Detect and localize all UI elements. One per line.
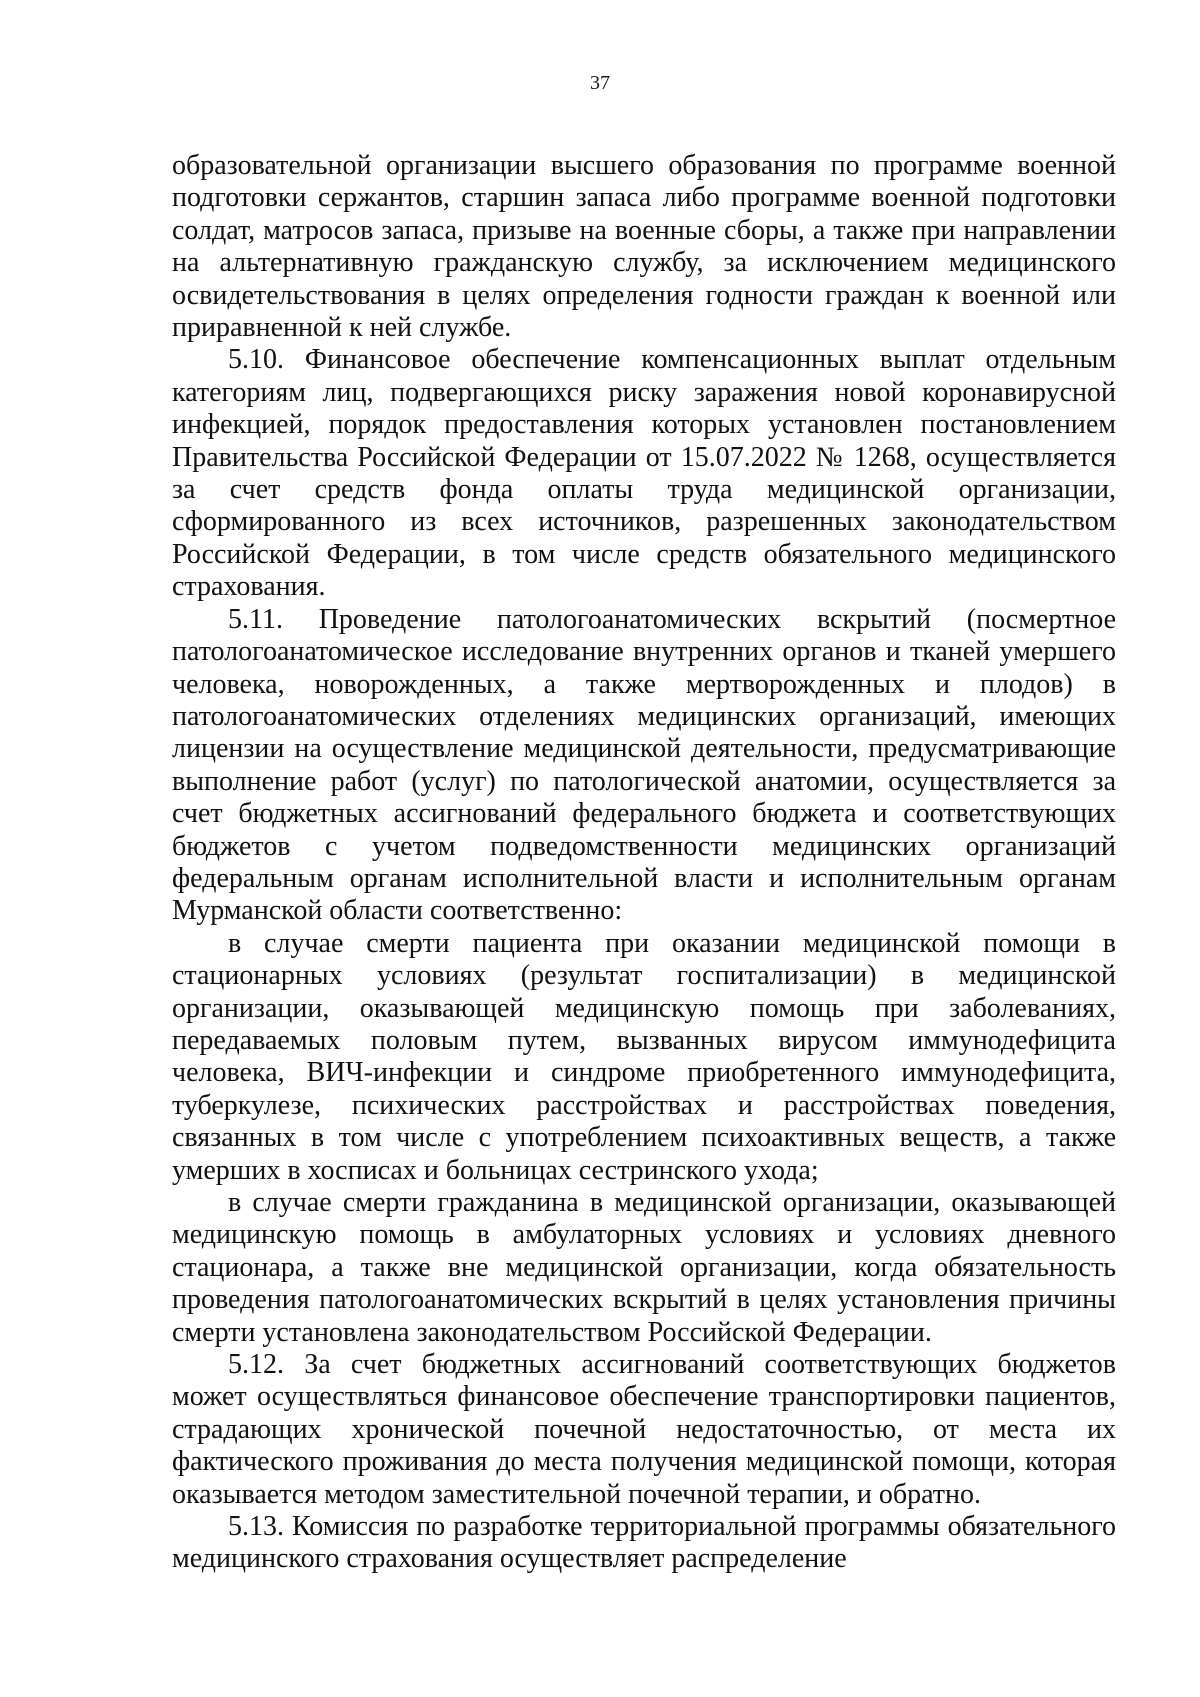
paragraph-5-13: 5.13. Комиссия по разработке территориальной программы обязательного медицинского страхования осуществляет распределение <box>172 1511 1116 1575</box>
paragraph-5-11: 5.11. Проведение патологоанатомических вскрытий (посмертное патологоанатомическое исследование внутренних органов и тканей умершего человека, новорожденных, а также мертворожденных и плодов) в патологоанатомических отделениях медицинских организаций, имеющих лицензии на осуществление медицинской деятельности, предусматривающие выполнение работ (услуг) по патологической анатомии, осуществляется за счет бюджетных ассигнований федерального бюджета и соответствующих бюджетов с учетом подведомственности медицинских организаций федеральным органам исполнительной власти и исполнительным органам Мурманской области соответственно: <box>172 603 1116 927</box>
page-number: 37 <box>590 72 610 94</box>
paragraph-5-11-case-patient: в случае смерти пациента при оказании медицинской помощи в стационарных условиях (результат госпитализации) в медицинской организации, оказывающей медицинскую помощь при заболеваниях, передаваемых половым путем, вызванных вирусом иммунодефицита человека, ВИЧ-инфекции и синдроме приобретенного иммунодефицита, туберкулезе, психических расстройствах и расстройствах поведения, связанных в том числе с употреблением психоактивных веществ, а также умерших в хосписах и больницах сестринского ухода; <box>172 927 1116 1186</box>
paragraph-5-12: 5.12. За счет бюджетных ассигнований соответствующих бюджетов может осуществляться финансовое обеспечение транспортировки пациентов, страдающих хронической почечной недостаточностью, от места их фактического проживания до места получения медицинской помощи, которая оказывается методом заместительной почечной терапии, и обратно. <box>172 1349 1116 1510</box>
document-body <box>172 150 1116 1576</box>
paragraph-5-11-case-citizen: в случае смерти гражданина в медицинской организации, оказывающей медицинскую помощь в амбулаторных условиях и условиях дневного стационара, а также вне медицинской организации, когда обязательность проведения патологоанатомических вскрытий в целях установления причины смерти установлена законодательством Российской Федерации. <box>172 1187 1116 1348</box>
paragraph-continuation: образовательной организации высшего образования по программе военной подготовки сержантов, старшин запаса либо программе военной подготовки солдат, матросов запаса, призыве на военные сборы, а также при направлении на альтернативную гражданскую службу, за исключением медицинского освидетельствования в целях определения годности граждан к военной или приравненной к ней службе. <box>172 150 1116 344</box>
paragraph-5-10: 5.10. Финансовое обеспечение компенсационных выплат отдельным категориям лиц, подвергающихся риску заражения новой коронавирусной инфекцией, порядок предоставления которых установлен постановлением Правительства Российской Федерации от 15.07.2022 № 1268, осуществляется за счет средств фонда оплаты труда медицинской организации, сформированного из всех источников, разрешенных законодательством Российской Федерации, в том числе средств обязательного медицинского страхования. <box>172 344 1116 603</box>
